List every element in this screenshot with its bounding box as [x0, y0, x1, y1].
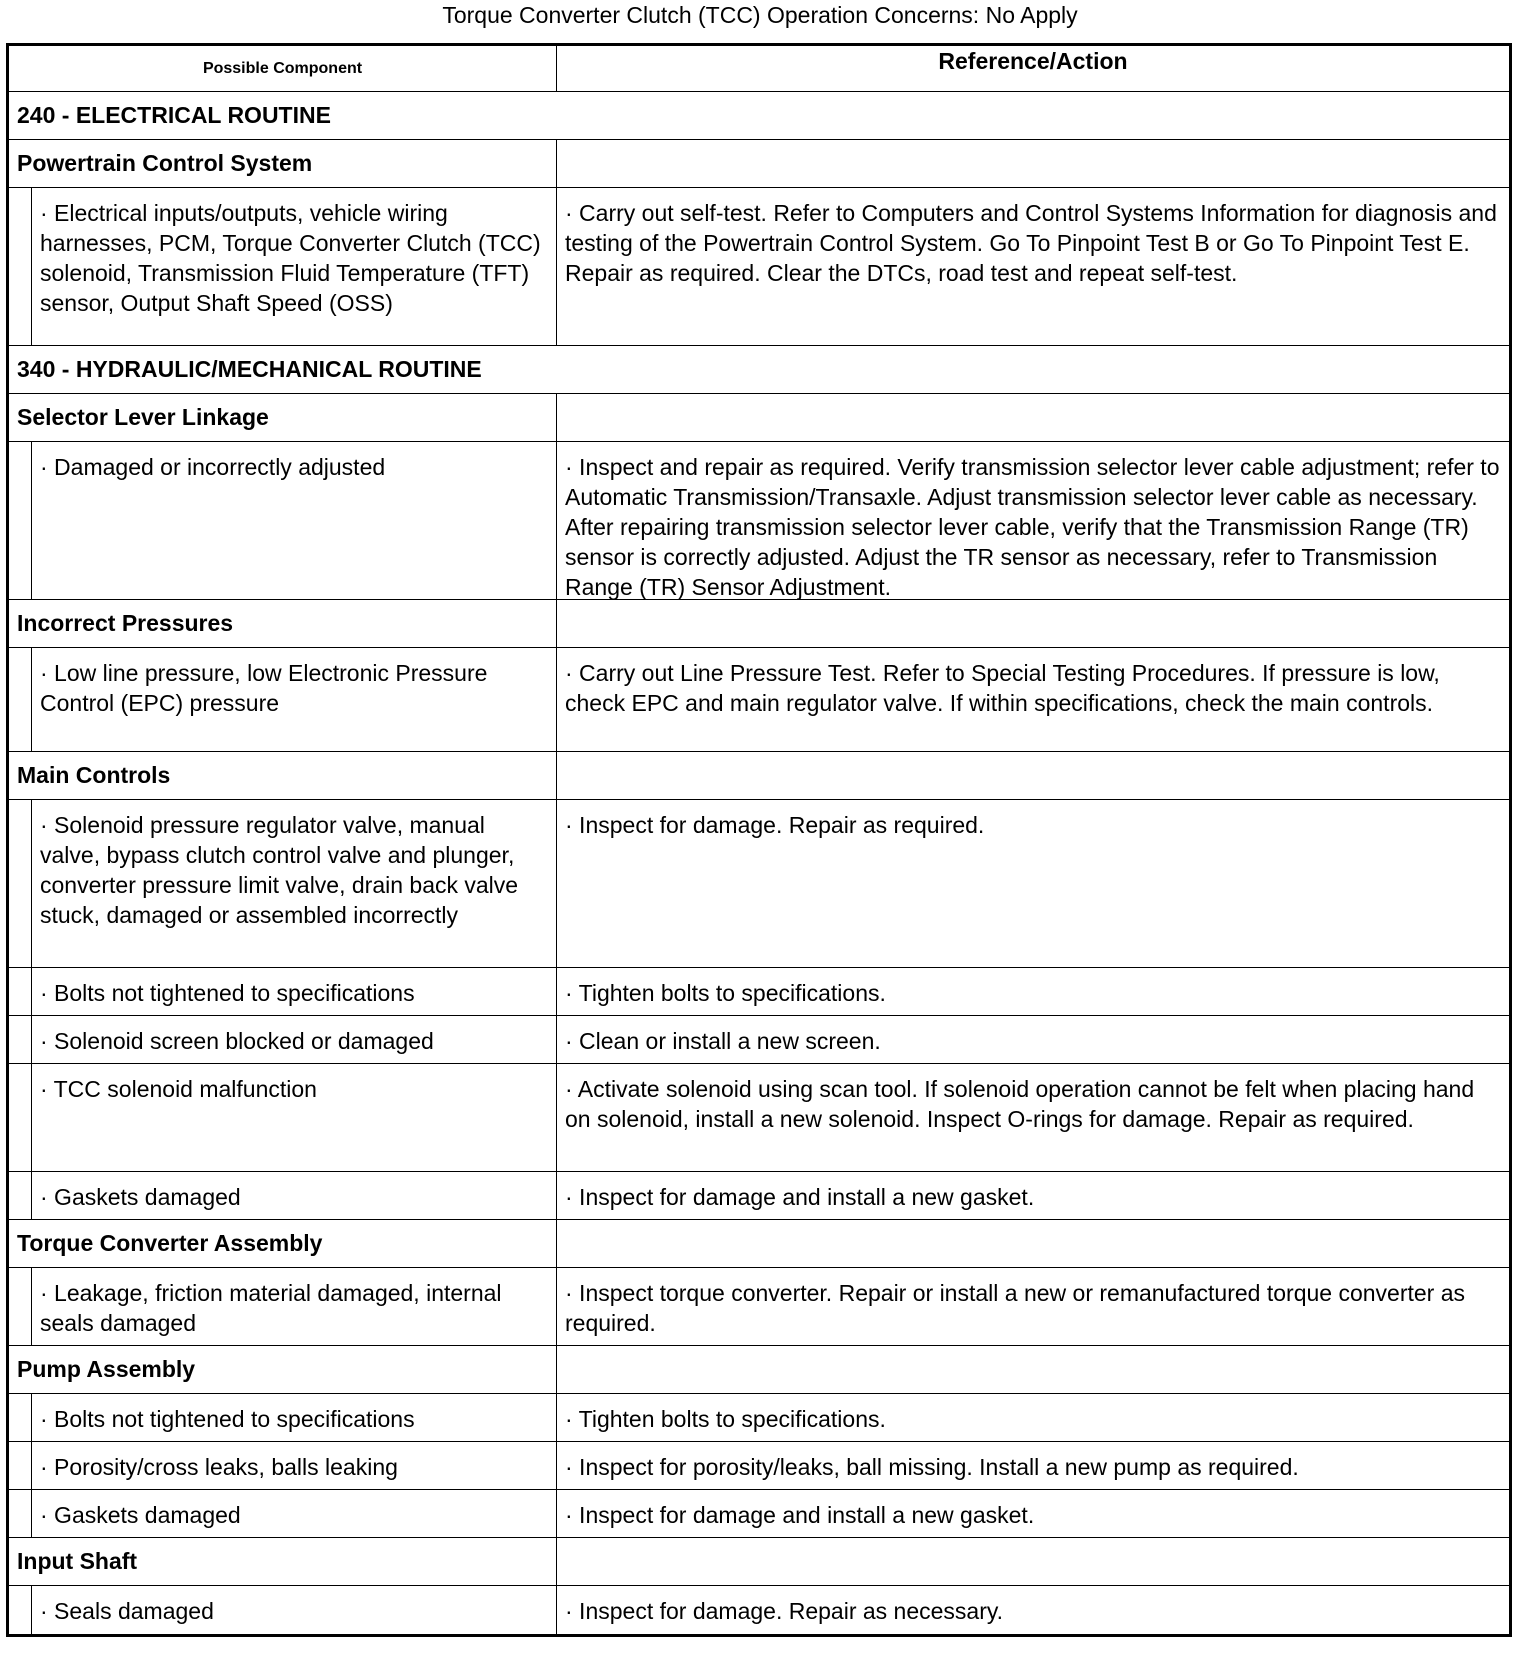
component-cell: · Damaged or incorrectly adjusted	[40, 454, 386, 480]
group-row	[9, 1346, 1509, 1394]
group-label: Incorrect Pressures	[9, 600, 557, 647]
table-row	[9, 188, 1509, 346]
group-row	[9, 140, 1509, 188]
section-row-electrical: 240 - ELECTRICAL ROUTINE	[9, 92, 1509, 140]
table-row	[9, 1064, 1509, 1172]
component-cell: · Low line pressure, low Electronic Pressure Control (EPC) pressure	[40, 660, 488, 716]
component-cell: · TCC solenoid malfunction	[40, 1076, 317, 1102]
group-row	[9, 1538, 1509, 1586]
column-header-action: Reference/Action	[938, 48, 1128, 74]
action-cell: · Inspect for damage. Repair as necessary.	[565, 1598, 1004, 1624]
group-label: Pump Assembly	[9, 1346, 557, 1393]
group-action-empty	[557, 140, 1509, 187]
table-row	[9, 968, 1509, 1016]
group-label: Input Shaft	[9, 1538, 557, 1585]
component-cell: · Gaskets damaged	[40, 1184, 241, 1210]
column-header-component: Possible Component	[9, 46, 557, 91]
group-row	[9, 600, 1509, 648]
table-row	[9, 1268, 1509, 1346]
table-row	[9, 1172, 1509, 1220]
component-cell: · Bolts not tightened to specifications	[40, 1406, 415, 1432]
table-row	[9, 1442, 1509, 1490]
component-cell: · Electrical inputs/outputs, vehicle wiring harnesses, PCM, Torque Converter Clutch (TCC) solenoid, Transmission Fluid Temperature (TFT) sensor, Output Shaft Speed (OSS)	[40, 200, 541, 316]
section-row-hydraulic: 340 - HYDRAULIC/MECHANICAL ROUTINE	[9, 346, 1509, 394]
table-row	[9, 800, 1509, 968]
group-row	[9, 1220, 1509, 1268]
component-cell: · Gaskets damaged	[40, 1502, 241, 1528]
table-row	[9, 442, 1509, 600]
action-cell: · Inspect torque converter. Repair or install a new or remanufactured torque converter as required.	[565, 1280, 1466, 1336]
action-cell: · Inspect for damage and install a new gasket.	[565, 1184, 1035, 1210]
action-cell: · Carry out Line Pressure Test. Refer to Special Testing Procedures. If pressure is low, check EPC and main regulator valve. If within specifications, check the main controls.	[565, 660, 1440, 716]
action-cell: · Tighten bolts to specifications.	[565, 980, 886, 1006]
group-row	[9, 752, 1509, 800]
component-cell: · Bolts not tightened to specifications	[40, 980, 415, 1006]
table-row	[9, 1394, 1509, 1442]
diagnostic-table	[6, 43, 1512, 1637]
action-cell: · Clean or install a new screen.	[565, 1028, 881, 1054]
component-cell: · Solenoid screen blocked or damaged	[40, 1028, 434, 1054]
action-cell: · Inspect for porosity/leaks, ball missing. Install a new pump as required.	[565, 1454, 1299, 1480]
group-row	[9, 394, 1509, 442]
group-action-empty	[557, 600, 1509, 647]
group-action-empty	[557, 1346, 1509, 1393]
group-action-empty	[557, 394, 1509, 441]
action-cell: · Inspect for damage and install a new gasket.	[565, 1502, 1035, 1528]
group-action-empty	[557, 1220, 1509, 1267]
table-row	[9, 1490, 1509, 1538]
table-row	[9, 648, 1509, 752]
group-action-empty	[557, 752, 1509, 799]
component-cell: · Porosity/cross leaks, balls leaking	[40, 1454, 398, 1480]
action-cell: · Tighten bolts to specifications.	[565, 1406, 886, 1432]
group-label: Powertrain Control System	[9, 140, 557, 187]
group-label: Torque Converter Assembly	[9, 1220, 557, 1267]
action-cell: · Inspect and repair as required. Verify transmission selector lever cable adjustment; refer to Automatic Transmission/Transaxle. Adjust transmission selector lever cable as necessary. After repairing transmission selector lever cable, verify that the Transmission Range (TR) sensor is correctly adjusted. Adjust the TR sensor as necessary, refer to Transmission Range (TR) Sensor Adjustment.	[565, 454, 1500, 600]
action-cell: · Inspect for damage. Repair as required.	[565, 812, 985, 838]
action-cell: · Activate solenoid using scan tool. If solenoid operation cannot be felt when placing hand on solenoid, install a new solenoid. Inspect O-rings for damage. Repair as required.	[565, 1076, 1475, 1132]
action-cell: · Carry out self-test. Refer to Computers and Control Systems Information for diagnosis and testing of the Powertrain Control System. Go To Pinpoint Test B or Go To Pinpoint Test E. Repair as required. Clear the DTCs, road test and repeat self-test.	[565, 200, 1497, 286]
group-label: Main Controls	[9, 752, 557, 799]
table-header-row	[9, 46, 1509, 92]
document-title: Torque Converter Clutch (TCC) Operation Concerns: No Apply	[442, 2, 1078, 28]
table-row	[9, 1016, 1509, 1064]
table-row	[9, 1586, 1509, 1634]
component-cell: · Seals damaged	[40, 1598, 214, 1624]
group-action-empty	[557, 1538, 1509, 1585]
component-cell: · Solenoid pressure regulator valve, manual valve, bypass clutch control valve and plunger, converter pressure limit valve, drain back valve stuck, damaged or assembled incorrectly	[40, 812, 519, 928]
component-cell: · Leakage, friction material damaged, internal seals damaged	[40, 1280, 502, 1336]
group-label: Selector Lever Linkage	[9, 394, 557, 441]
